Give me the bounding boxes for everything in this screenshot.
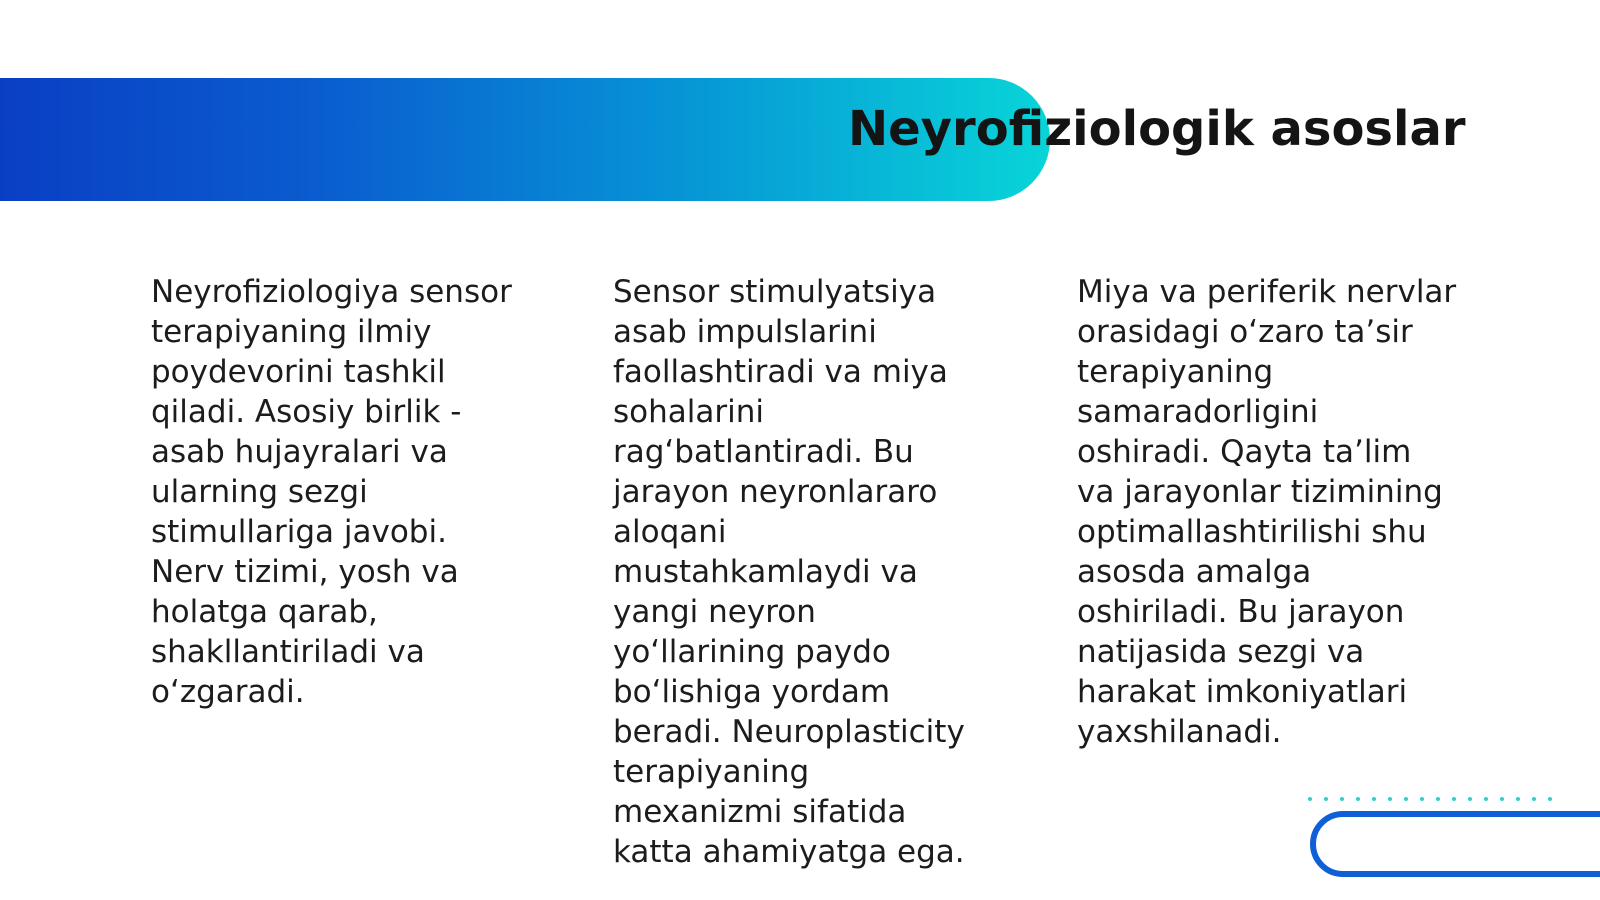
text-column-2: Sensor stimulyatsiya asab impulslarini faollashtiradi va miya sohalarini rag‘batlantiradi. Bu jarayon neyronlararo aloqani mustahkamlaydi va yangi neyron yo‘llarining paydo bo‘lishiga yordam beradi. Neuroplasticity terapiyaning mexanizmi sifatida katta ahamiyatga ega. bbox=[613, 274, 965, 870]
decorative-pill-outline bbox=[1310, 811, 1600, 877]
slide-title: Neyrofiziologik asoslar bbox=[848, 101, 1466, 157]
decorative-dot-row bbox=[1302, 796, 1562, 802]
text-column-3: Miya va periferik nervlar orasidagi o‘zaro ta’sir terapiyaning samaradorligini oshiradi. Qayta ta’lim va jarayonlar tizimining optimallashtirilishi shu asosda amalga oshiriladi. Bu jarayon natijasida sezgi va harakat imkoniyatlari yaxshilanadi. bbox=[1077, 274, 1457, 750]
text-column-1: Neyrofiziologiya sensor terapiyaning ilmiy poydevorini tashkil qiladi. Asosiy birlik - asab hujayralari va ularning sezgi stimullariga javobi. Nerv tizimi, yosh va holatga qarab, shakllantiriladi va o‘zgaradi. bbox=[151, 274, 512, 710]
